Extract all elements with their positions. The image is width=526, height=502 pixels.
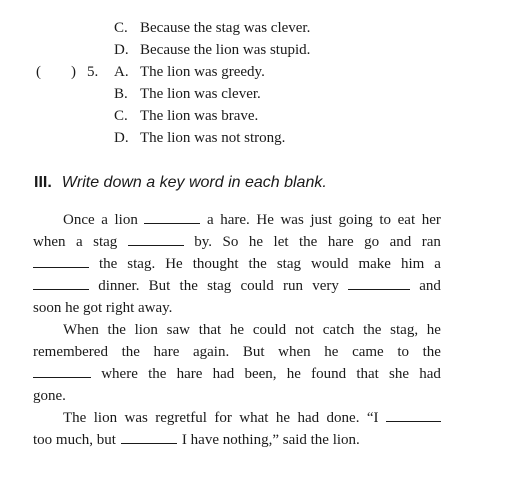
word: the — [363, 322, 382, 338]
section-heading — [34, 173, 327, 193]
passage-line — [33, 429, 441, 451]
word: had — [419, 366, 441, 382]
option-letter: C. — [114, 20, 128, 36]
word: he — [275, 410, 291, 426]
word: when — [33, 234, 66, 250]
passage-line — [33, 275, 441, 297]
word: remembered — [33, 344, 108, 360]
word: a — [434, 256, 441, 272]
word: he — [324, 344, 339, 360]
option-text: Because the lion was stupid. — [140, 42, 311, 58]
passage-line — [33, 297, 441, 319]
option-letter: C. — [114, 108, 128, 124]
word: ran — [421, 234, 441, 250]
q5-option-c — [114, 106, 258, 126]
word: was — [124, 410, 148, 426]
word: hare — [327, 234, 354, 250]
word: lion — [134, 322, 158, 338]
word: the — [121, 344, 140, 360]
q5-answer-bracket[interactable] — [36, 62, 76, 82]
word: been, — [244, 366, 277, 382]
word: But — [242, 344, 265, 360]
line-text: gone. — [33, 388, 66, 404]
word: had — [297, 410, 320, 426]
word: Once — [63, 212, 95, 228]
option-text: The lion was not strong. — [140, 130, 286, 146]
word: very — [312, 278, 339, 294]
word: He — [165, 256, 183, 272]
line-text: I have nothing,” said the lion. — [181, 432, 360, 448]
word: the — [179, 278, 198, 294]
q4-option-d — [114, 40, 310, 60]
line-text: too much, but — [33, 432, 116, 448]
passage-line — [33, 363, 441, 385]
word: she — [389, 366, 410, 382]
blank-8[interactable] — [121, 429, 177, 444]
word: that — [198, 322, 222, 338]
bracket-open: ( — [36, 64, 41, 80]
word: just — [310, 212, 333, 228]
word: when — [278, 344, 311, 360]
section-number: III. — [34, 174, 52, 191]
line-text: soon he got right away. — [33, 300, 173, 316]
blank-7[interactable] — [386, 407, 441, 422]
q5-option-b — [114, 84, 261, 104]
word: the — [98, 256, 118, 272]
word: him — [400, 256, 425, 272]
word: go — [364, 234, 380, 250]
passage-line — [33, 319, 441, 341]
word: a — [75, 234, 83, 250]
word: eat — [397, 212, 416, 228]
word: stag — [276, 256, 301, 272]
word: by. — [194, 234, 213, 250]
word: going — [338, 212, 373, 228]
passage-line — [33, 341, 441, 363]
word: So — [222, 234, 239, 250]
word: again. — [192, 344, 230, 360]
word: thought — [192, 256, 239, 272]
word: done. — [326, 410, 360, 426]
word: regretful — [155, 410, 207, 426]
word: hare — [176, 366, 203, 382]
word: and — [389, 234, 412, 250]
word: “I — [366, 410, 379, 426]
word: the — [248, 256, 267, 272]
option-text: Because the stag was clever. — [140, 20, 311, 36]
word: But — [148, 278, 171, 294]
word: a — [206, 212, 214, 228]
option-letter: A. — [114, 64, 129, 80]
word: what — [239, 410, 269, 426]
option-text: The lion was clever. — [140, 86, 261, 102]
word: hare — [153, 344, 180, 360]
word: stag — [93, 234, 118, 250]
option-text: The lion was greedy. — [140, 64, 265, 80]
word: stag. — [127, 256, 156, 272]
word: When — [63, 322, 99, 338]
word: came — [352, 344, 384, 360]
word: lion — [93, 410, 118, 426]
word: saw — [166, 322, 190, 338]
word: dinner. — [98, 278, 140, 294]
word: The — [63, 410, 87, 426]
word: that — [356, 366, 379, 382]
word: was — [280, 212, 304, 228]
blank-3[interactable] — [33, 253, 89, 268]
word: the — [148, 366, 167, 382]
word: could — [252, 322, 287, 338]
word: hare. — [220, 212, 250, 228]
word: he — [426, 322, 441, 338]
passage-line — [33, 407, 441, 429]
word: would — [310, 256, 349, 272]
bracket-close: ) — [71, 64, 76, 80]
word: stag, — [390, 322, 419, 338]
q5-option-d — [114, 128, 285, 148]
word: to — [379, 212, 392, 228]
word: could — [240, 278, 274, 294]
option-letter: B. — [114, 86, 128, 102]
blank-4[interactable] — [33, 275, 89, 290]
word: make — [358, 256, 391, 272]
passage-line — [33, 209, 441, 231]
word: the — [107, 322, 126, 338]
word: had — [212, 366, 235, 382]
passage-line — [33, 385, 441, 407]
word: let — [273, 234, 289, 250]
option-letter: D. — [114, 130, 129, 146]
word: he — [248, 234, 264, 250]
section-title: Write down a key word in each blank. — [61, 174, 327, 191]
blank-5[interactable] — [348, 275, 410, 290]
word: not — [294, 322, 315, 338]
q5-number: 5. — [87, 64, 99, 80]
word: the — [299, 234, 318, 250]
blank-1[interactable] — [144, 209, 200, 224]
word: to — [397, 344, 410, 360]
passage-line — [33, 253, 441, 275]
blank-2[interactable] — [128, 231, 184, 246]
word: and — [419, 278, 441, 294]
option-text: The lion was brave. — [140, 108, 259, 124]
passage-line — [33, 231, 441, 253]
blank-6[interactable] — [33, 363, 91, 378]
word: he — [229, 322, 245, 338]
word: lion — [114, 212, 138, 228]
q5-option-a — [114, 62, 265, 82]
word: he — [286, 366, 301, 382]
word: the — [422, 344, 441, 360]
word: a — [101, 212, 108, 228]
passage — [33, 209, 441, 451]
word: for — [214, 410, 232, 426]
word: He — [256, 212, 274, 228]
word: found — [311, 366, 347, 382]
word: her — [421, 212, 441, 228]
word: where — [101, 366, 138, 382]
option-letter: D. — [114, 42, 129, 58]
word: run — [282, 278, 303, 294]
word: catch — [322, 322, 355, 338]
word: stag — [207, 278, 232, 294]
q4-option-c — [114, 18, 310, 38]
